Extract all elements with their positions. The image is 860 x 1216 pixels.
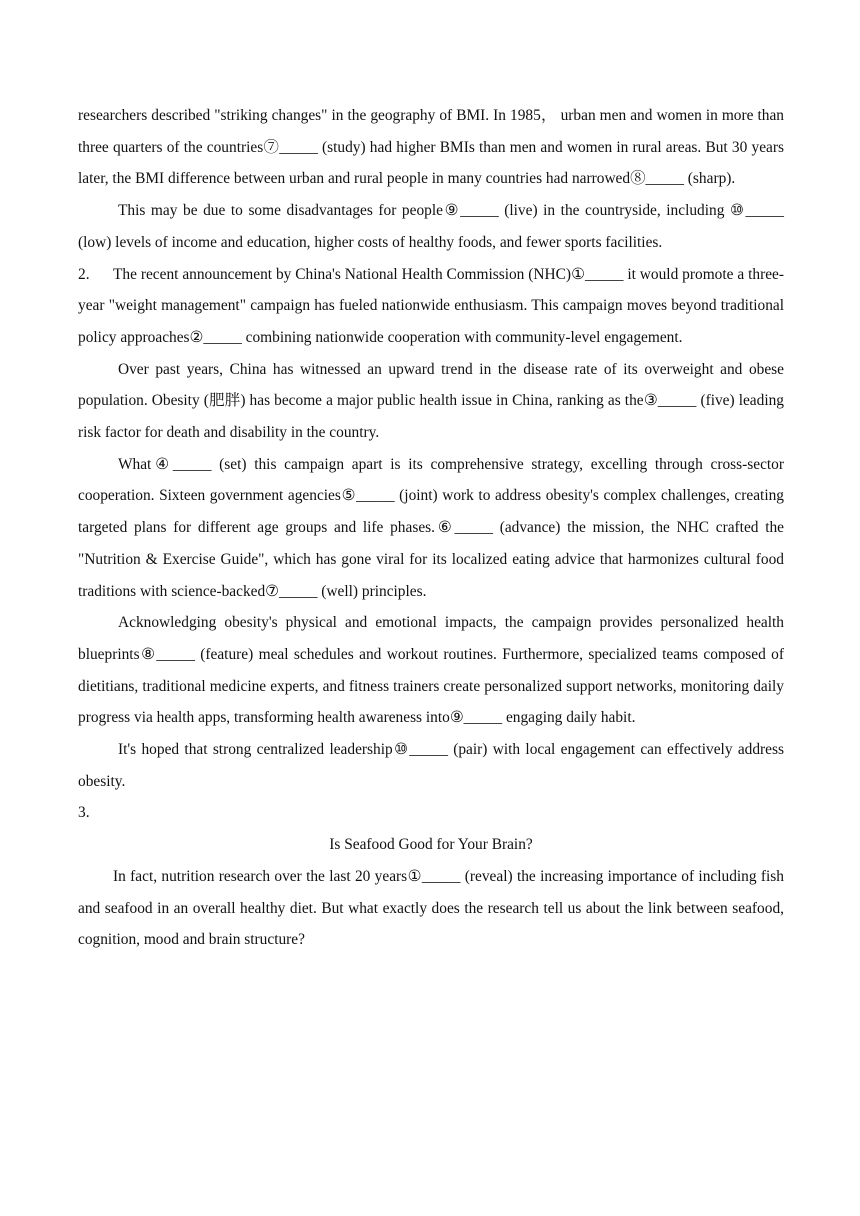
passage3-number: 3.	[78, 804, 90, 822]
passage1-paragraph-2: This may be due to some disadvantages for people⑨_____ (live) in the countryside, including ⑩_____ (low) levels of income and education, higher costs of healthy foods, and fewer sports facilities.	[78, 202, 784, 251]
passage2-paragraph-5: It's hoped that strong centralized leadership⑩_____ (pair) with local engagement can effectively address obesity.	[78, 741, 784, 790]
document-page	[78, 100, 784, 956]
passage2-paragraph-2: Over past years, China has witnessed an upward trend in the disease rate of its overweight and obese population. Obesity (肥胖) has become a major public health issue in China, ranking as the③_____ (five) leading risk factor for death and disability in the country.	[78, 360, 784, 442]
passage3-title: Is Seafood Good for Your Brain?	[329, 836, 533, 854]
passage1-paragraph-1: researchers described "striking changes" in the geography of BMI. In 1985， urban men and women in more than three quarters of the countries⑦_____ (study) had higher BMIs than men and women in rural areas. But 30 years later, the BMI difference between urban and rural people in many countries had narrowed⑧_____ (sharp).	[78, 107, 784, 188]
passage2-paragraph-1-text: The recent announcement by China's National Health Commission (NHC)①_____ it would promote a three-year "weight management" campaign has fueled nationwide enthusiasm. This campaign moves beyond traditional policy approaches②_____ combining nationwide cooperation with community-level engagement.	[78, 265, 784, 346]
passage2-paragraph-4: Acknowledging obesity's physical and emotional impacts, the campaign provides personalized health blueprints⑧_____ (feature) meal schedules and workout routines. Furthermore, specialized teams composed of dietitians, traditional medicine experts, and fitness trainers create personalized support networks, monitoring daily progress via health apps, transforming health awareness into⑨_____ engaging daily habit.	[78, 614, 784, 727]
passage2-paragraph-1	[78, 259, 784, 354]
passage3-paragraph-1: In fact, nutrition research over the last 20 years①_____ (reveal) the increasing importance of including fish and seafood in an overall healthy diet. But what exactly does the research tell us about the link between seafood, cognition, mood and brain structure?	[78, 867, 784, 949]
passage2-paragraph-3: What④_____ (set) this campaign apart is its comprehensive strategy, excelling through cross-sector cooperation. Sixteen government agencies⑤_____ (joint) work to address obesity's complex challenges, creating targeted plans for different age groups and life phases.⑥_____ (advance) the mission, the NHC crafted the "Nutrition & Exercise Guide", which has gone viral for its localized eating advice that harmonizes cultural food traditions with science-backed⑦_____ (well) principles.	[78, 455, 784, 600]
passage2-number: 2.	[78, 265, 90, 283]
